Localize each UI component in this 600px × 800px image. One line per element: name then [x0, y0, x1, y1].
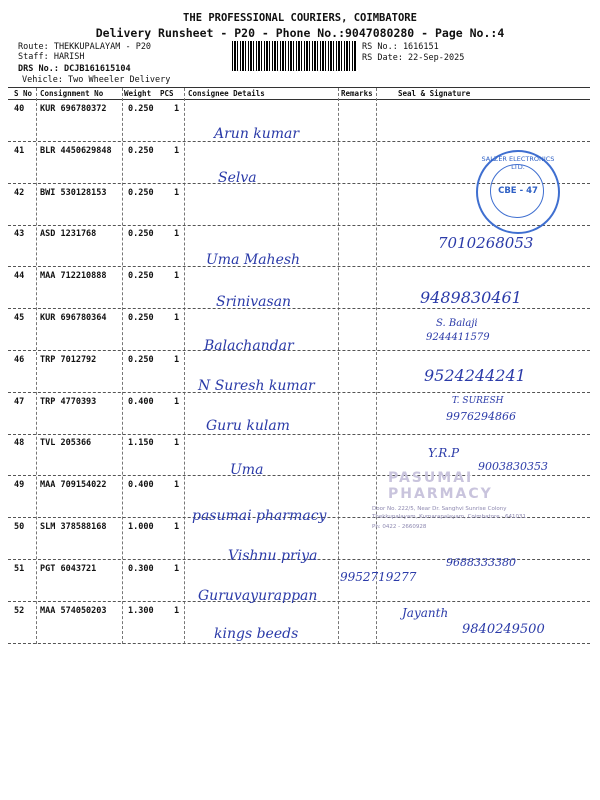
- handwritten-signature: 9952719277: [340, 570, 417, 584]
- handwritten-signature: 7010268053: [438, 234, 534, 252]
- header-remarks: Remarks: [341, 89, 373, 98]
- handwritten-consignee: kings beeds: [214, 626, 299, 642]
- handwritten-signature: 9840249500: [462, 622, 545, 637]
- company-seal-stamp: [476, 150, 560, 234]
- table-top-border: [8, 87, 590, 88]
- handwritten-consignee: Vishnu priya: [228, 548, 318, 564]
- row-pcs: 1: [174, 271, 180, 281]
- row-weight: 0.400: [128, 480, 154, 490]
- row-divider: [8, 350, 590, 351]
- company-title: THE PROFESSIONAL COURIERS, COIMBATORE: [183, 12, 417, 24]
- row-sno: 49: [14, 480, 25, 490]
- handwritten-consignee: Arun kumar: [214, 126, 300, 142]
- row-sno: 47: [14, 397, 25, 407]
- handwritten-signature: T. SURESH: [452, 396, 504, 406]
- column-divider: [376, 88, 377, 644]
- row-sno: 52: [14, 606, 25, 616]
- row-divider: [8, 434, 590, 435]
- column-divider: [122, 88, 123, 644]
- row-divider: [8, 308, 590, 309]
- row-pcs: 1: [174, 104, 180, 114]
- header-sno: S No: [14, 89, 33, 98]
- row-divider: [8, 643, 590, 644]
- pharmacy-stamp-title: PASUMAI PHARMACY: [388, 470, 493, 502]
- header-weight: Weight: [124, 89, 152, 98]
- row-pcs: 1: [174, 229, 180, 239]
- handwritten-consignee: Srinivasan: [216, 294, 292, 310]
- row-sno: 44: [14, 271, 25, 281]
- row-sno: 41: [14, 146, 25, 156]
- row-consignment-no: MAA 709154022: [40, 480, 107, 490]
- handwritten-consignee: pasumai pharmacy: [192, 508, 327, 524]
- row-sno: 42: [14, 188, 25, 198]
- row-consignment-no: MAA 712210888: [40, 271, 107, 281]
- row-sno: 51: [14, 564, 25, 574]
- column-divider: [184, 88, 185, 644]
- column-divider: [338, 88, 339, 644]
- drs-number: DRS No.: DCJB161615104: [18, 64, 131, 74]
- row-pcs: 1: [174, 564, 180, 574]
- header-seal: Seal & Signature: [398, 89, 471, 98]
- handwritten-signature: Jayanth: [402, 606, 449, 620]
- row-consignment-no: KUR 696780372: [40, 104, 107, 114]
- handwritten-signature: 9003830353: [478, 460, 548, 473]
- row-pcs: 1: [174, 522, 180, 532]
- row-weight: 1.300: [128, 606, 154, 616]
- row-pcs: 1: [174, 606, 180, 616]
- row-weight: 0.300: [128, 564, 154, 574]
- row-weight: 0.250: [128, 229, 154, 239]
- handwritten-signature: 9976294866: [446, 410, 516, 423]
- row-weight: 1.000: [128, 522, 154, 532]
- runsheet-subtitle: Delivery Runsheet - P20 - Phone No.:9047080280 - Page No.:4: [95, 26, 505, 40]
- row-pcs: 1: [174, 355, 180, 365]
- stamp-ring-text: SALZER ELECTRONICS LTD.: [481, 155, 555, 171]
- header-bottom-border: [8, 99, 590, 100]
- pharmacy-stamp-address: Thekkupalayam, Kumarapalayam, Coimbatore - 641031: [372, 514, 527, 520]
- handwritten-consignee: Guruvayurappan: [198, 588, 318, 604]
- handwritten-consignee: Uma Mahesh: [206, 252, 301, 268]
- row-sno: 43: [14, 229, 25, 239]
- row-weight: 0.250: [128, 313, 154, 323]
- row-consignment-no: PGT 6043721: [40, 564, 97, 574]
- handwritten-signature: 9489830461: [420, 288, 522, 307]
- header-pcs: PCS: [160, 89, 174, 98]
- row-pcs: 1: [174, 438, 180, 448]
- rs-date: RS Date: 22-Sep-2025: [362, 53, 465, 63]
- stamp-center-text: CBE - 47: [498, 186, 538, 196]
- barcode: [232, 41, 356, 71]
- row-consignment-no: SLM 378588168: [40, 522, 107, 532]
- row-sno: 50: [14, 522, 25, 532]
- row-pcs: 1: [174, 397, 180, 407]
- row-pcs: 1: [174, 188, 180, 198]
- rs-number: RS No.: 1616151: [362, 42, 439, 52]
- handwritten-consignee: Balachandar: [204, 338, 294, 354]
- row-consignment-no: TVL 205366: [40, 438, 92, 448]
- row-weight: 0.250: [128, 104, 154, 114]
- row-weight: 0.250: [128, 146, 154, 156]
- pharmacy-stamp-address: Door No. 222/5, Near Dr. Sanghvi Sunrise Colony: [372, 506, 507, 512]
- route-text: Route: THEKKUPALAYAM - P20: [18, 42, 152, 52]
- row-consignment-no: BWI 530128153: [40, 188, 107, 198]
- row-pcs: 1: [174, 480, 180, 490]
- handwritten-consignee: Guru kulam: [206, 418, 290, 434]
- row-weight: 0.250: [128, 271, 154, 281]
- header-consignment: Consignment No: [40, 89, 104, 98]
- handwritten-signature: 9688333380: [446, 556, 516, 569]
- row-sno: 48: [14, 438, 25, 448]
- row-sno: 45: [14, 313, 25, 323]
- handwritten-signature: 9244411579: [426, 332, 490, 343]
- vehicle-text: Vehicle: Two Wheeler Delivery: [22, 75, 171, 85]
- row-sno: 40: [14, 104, 25, 114]
- row-pcs: 1: [174, 146, 180, 156]
- row-pcs: 1: [174, 313, 180, 323]
- row-weight: 0.250: [128, 188, 154, 198]
- row-weight: 0.400: [128, 397, 154, 407]
- handwritten-consignee: N Suresh kumar: [198, 378, 315, 394]
- handwritten-consignee: Selva: [218, 170, 257, 186]
- row-consignment-no: ASD 1231768: [40, 229, 97, 239]
- row-consignment-no: TRP 7012792: [40, 355, 97, 365]
- row-consignment-no: MAA 574050203: [40, 606, 107, 616]
- row-consignment-no: BLR 4450629848: [40, 146, 112, 156]
- row-sno: 46: [14, 355, 25, 365]
- header-consignee: Consignee Details: [188, 89, 265, 98]
- row-consignment-no: TRP 4770393: [40, 397, 97, 407]
- column-divider: [36, 88, 37, 644]
- handwritten-signature: S. Balaji: [436, 318, 478, 329]
- row-consignment-no: KUR 696780364: [40, 313, 107, 323]
- pharmacy-stamp-phone: Ph: 0422 - 2660928: [372, 524, 427, 530]
- row-weight: 0.250: [128, 355, 154, 365]
- row-weight: 1.150: [128, 438, 154, 448]
- handwritten-signature: Y.R.P: [428, 446, 460, 460]
- handwritten-signature: 9524244241: [424, 366, 526, 385]
- handwritten-consignee: Uma: [230, 462, 264, 478]
- staff-text: Staff: HARISH: [18, 52, 85, 62]
